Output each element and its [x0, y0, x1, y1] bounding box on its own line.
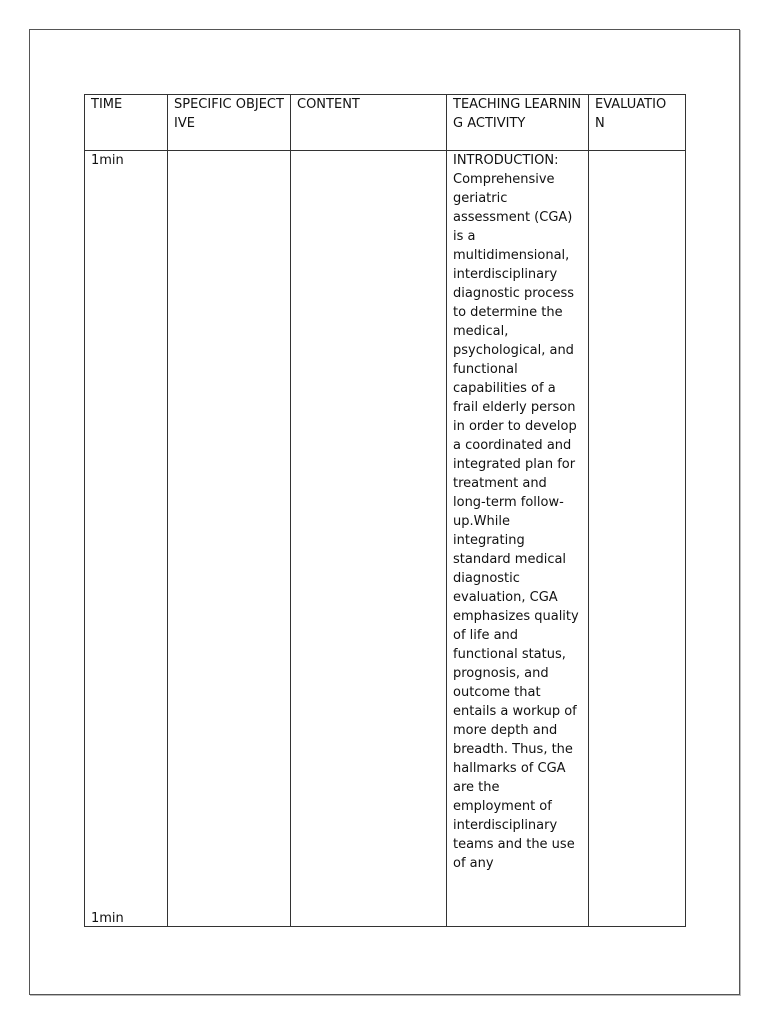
content-cell	[291, 151, 447, 927]
objective-cell	[168, 151, 291, 927]
header-time-label: TIME	[91, 97, 123, 112]
header-content-label: CONTENT	[297, 97, 360, 112]
header-activity	[447, 95, 589, 151]
table-header-row	[85, 95, 686, 151]
time-cell	[85, 151, 168, 927]
time-bottom: 1min	[91, 911, 124, 926]
evaluation-cell	[589, 151, 686, 927]
header-content	[291, 95, 447, 151]
header-objective	[168, 95, 291, 151]
document-page	[29, 29, 740, 995]
activity-cell: INTRODUCTION: Comprehensive geriatric assessment (CGA) is a multidimensional, interdisciplinary diagnostic process to determine the medical, psychological, and functional capabilities of a frail elderly person in order to develop a coordinated and integrated plan for treatment and long-term follow-up.While integrating standard medical diagnostic evaluation, CGA emphasizes quality of life and functional status, prognosis, and outcome that entails a workup of more depth and breadth. Thus, the hallmarks of CGA are the employment of interdisciplinary teams and the use of any	[447, 151, 589, 927]
header-time	[85, 95, 168, 151]
time-top: 1min	[91, 153, 124, 168]
header-evaluation	[589, 95, 686, 151]
table-row	[85, 151, 686, 927]
header-objective-label: SPECIFIC OBJECTIVE	[174, 97, 284, 131]
header-evaluation-label: EVALUATIO N	[595, 97, 667, 131]
header-activity-label: TEACHING LEARNING ACTIVITY	[453, 97, 582, 131]
lesson-plan-table	[84, 94, 686, 927]
